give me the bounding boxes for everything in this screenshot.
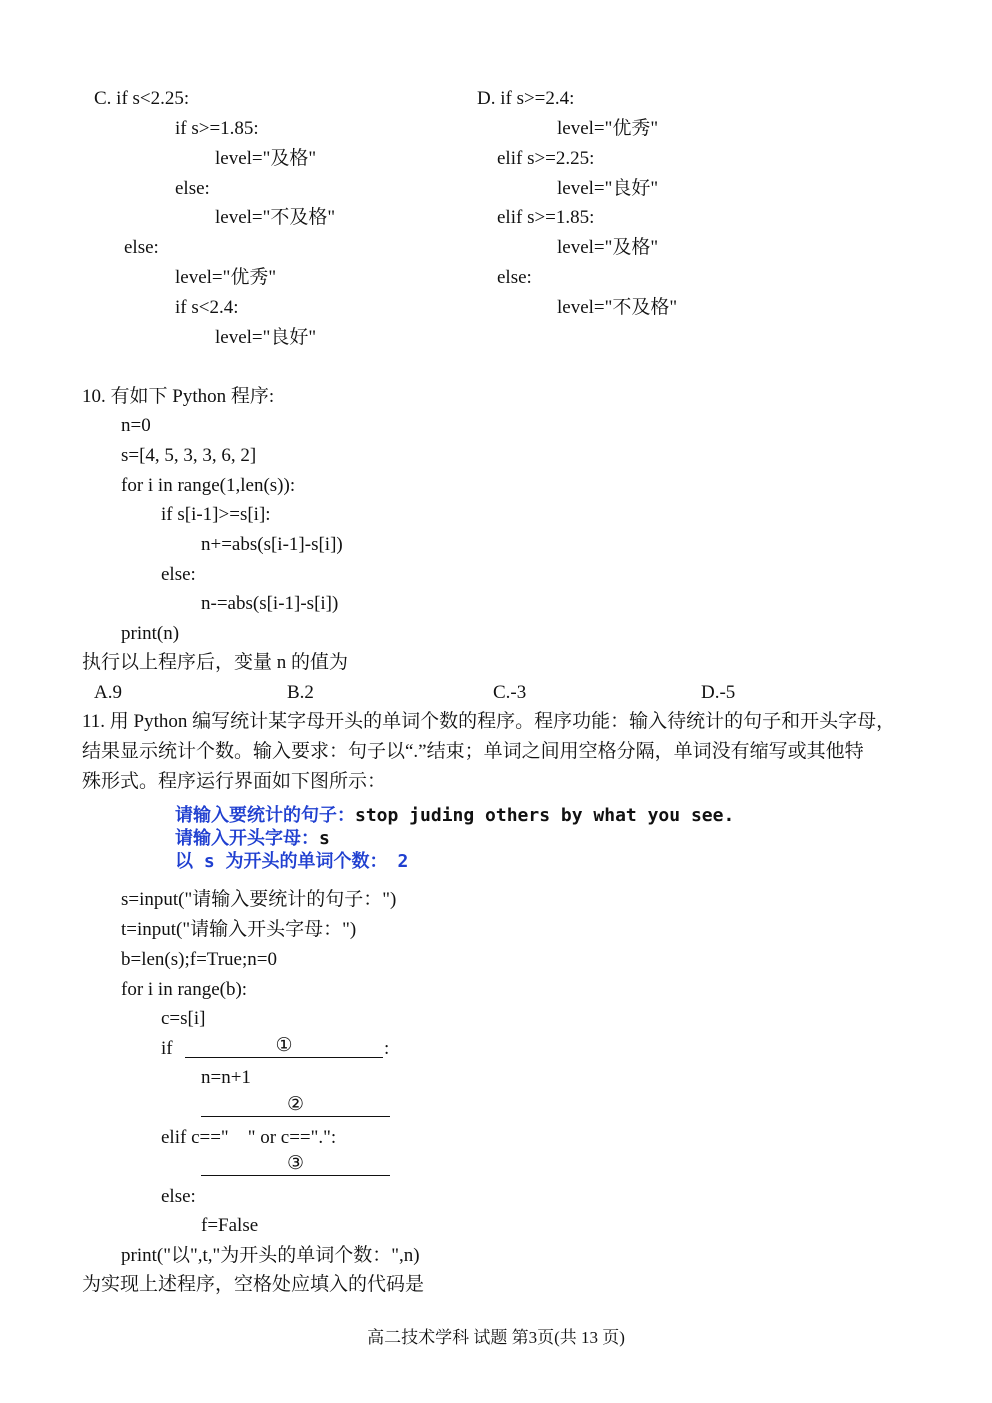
q11-code-line: for i in range(b): <box>121 979 248 1000</box>
q9-optC-line5: level="不及格" <box>215 207 336 228</box>
q10-option-b: B.2 <box>287 682 314 703</box>
console-prompt: 以 s 为开头的单词个数： <box>175 851 388 872</box>
q9-optC-line6: else: <box>124 237 159 258</box>
q10-code-line: n+=abs(s[i-1]-s[i]) <box>201 534 343 555</box>
q11-stem-line1: 11. 用 Python 编写统计某字母开头的单词个数的程序。程序功能：输入待统计的句子和开头字母， <box>82 711 896 732</box>
blank-2-marker: ② <box>286 1094 305 1115</box>
console-prompt: 请输入开头字母： <box>175 828 319 849</box>
q10-code-line: print(n) <box>121 623 180 644</box>
q9-optC-line2: if s>=1.85: <box>175 118 259 139</box>
blank-1-marker: ① <box>275 1035 293 1056</box>
console-answer: s <box>319 828 330 849</box>
q11-code-line: print("以",t,"为开头的单词个数：",n) <box>121 1245 420 1266</box>
console-answer: 2 <box>397 851 409 872</box>
q10-option-a: A.9 <box>94 682 122 703</box>
q10-code-line: n=0 <box>121 415 151 436</box>
console-row-2 <box>175 827 330 850</box>
q9-optC-line1: C. if s<2.25: <box>94 88 190 109</box>
blank-1 <box>185 1035 383 1058</box>
q9-optC-line4: else: <box>175 178 210 199</box>
q9-optD-line5: elif s>=1.85: <box>497 207 595 228</box>
console-output <box>175 800 795 880</box>
q9-optD-line4: level="良好" <box>557 178 659 199</box>
q9-optC-line8: if s<2.4: <box>175 297 239 318</box>
console-answer: stop juding others by what you see. <box>355 805 735 826</box>
q9-optD-line2: level="优秀" <box>557 118 659 139</box>
blank-3-marker: ③ <box>286 1153 305 1174</box>
q10-code-line: else: <box>161 564 196 585</box>
q11-code-line: b=len(s);f=True;n=0 <box>121 949 277 970</box>
q11-code-line: f=False <box>201 1215 259 1236</box>
console-row-1 <box>175 804 734 827</box>
q9-optD-line1: D. if s>=2.4: <box>477 88 575 109</box>
q10-code-line: n-=abs(s[i-1]-s[i]) <box>201 593 339 614</box>
console-row-3 <box>175 850 408 873</box>
q10-stem: 10. 有如下 Python 程序: <box>82 386 275 407</box>
q11-code-line: c=s[i] <box>161 1008 206 1029</box>
q10-question: 执行以上程序后，变量 n 的值为 <box>82 652 349 673</box>
q11-stem-line3: 殊形式。程序运行界面如下图所示： <box>82 771 387 792</box>
q9-optC-line3: level="及格" <box>215 148 317 169</box>
q10-code-line: s=[4, 5, 3, 3, 6, 2] <box>121 445 257 466</box>
q11-code-line: n=n+1 <box>201 1067 251 1088</box>
q11-code-line: else: <box>161 1186 196 1207</box>
q10-option-c: C.-3 <box>493 682 527 703</box>
q11-stem-line2: 结果显示统计个数。输入要求：句子以“.”结束；单词之间用空格分隔，单词没有缩写或其他特 <box>82 741 864 762</box>
q9-optD-line7: else: <box>497 267 532 288</box>
q11-code-colon: : <box>384 1038 390 1059</box>
page-footer: 高二技术学科 试题 第3页(共 13 页) <box>367 1328 625 1347</box>
q11-question: 为实现上述程序，空格处应填入的代码是 <box>82 1274 425 1295</box>
console-prompt: 请输入要统计的句子： <box>175 805 355 826</box>
q10-code-line: for i in range(1,len(s)): <box>121 475 296 496</box>
q9-optD-line3: elif s>=2.25: <box>497 148 595 169</box>
q11-code-line: t=input("请输入开头字母：") <box>121 919 357 940</box>
q10-code-line: if s[i-1]>=s[i]: <box>161 504 271 525</box>
blank-2 <box>201 1094 390 1117</box>
blank-3 <box>201 1153 390 1176</box>
q11-code-line: s=input("请输入要统计的句子：") <box>121 889 397 910</box>
q11-code-elif: elif c==" " or c==".": <box>161 1127 337 1148</box>
q11-code-if: if <box>161 1038 173 1059</box>
q9-optD-line8: level="不及格" <box>557 297 678 318</box>
q9-optC-line7: level="优秀" <box>175 267 277 288</box>
q10-option-d: D.-5 <box>701 682 736 703</box>
q9-optC-line9: level="良好" <box>215 327 317 348</box>
q9-optD-line6: level="及格" <box>557 237 659 258</box>
